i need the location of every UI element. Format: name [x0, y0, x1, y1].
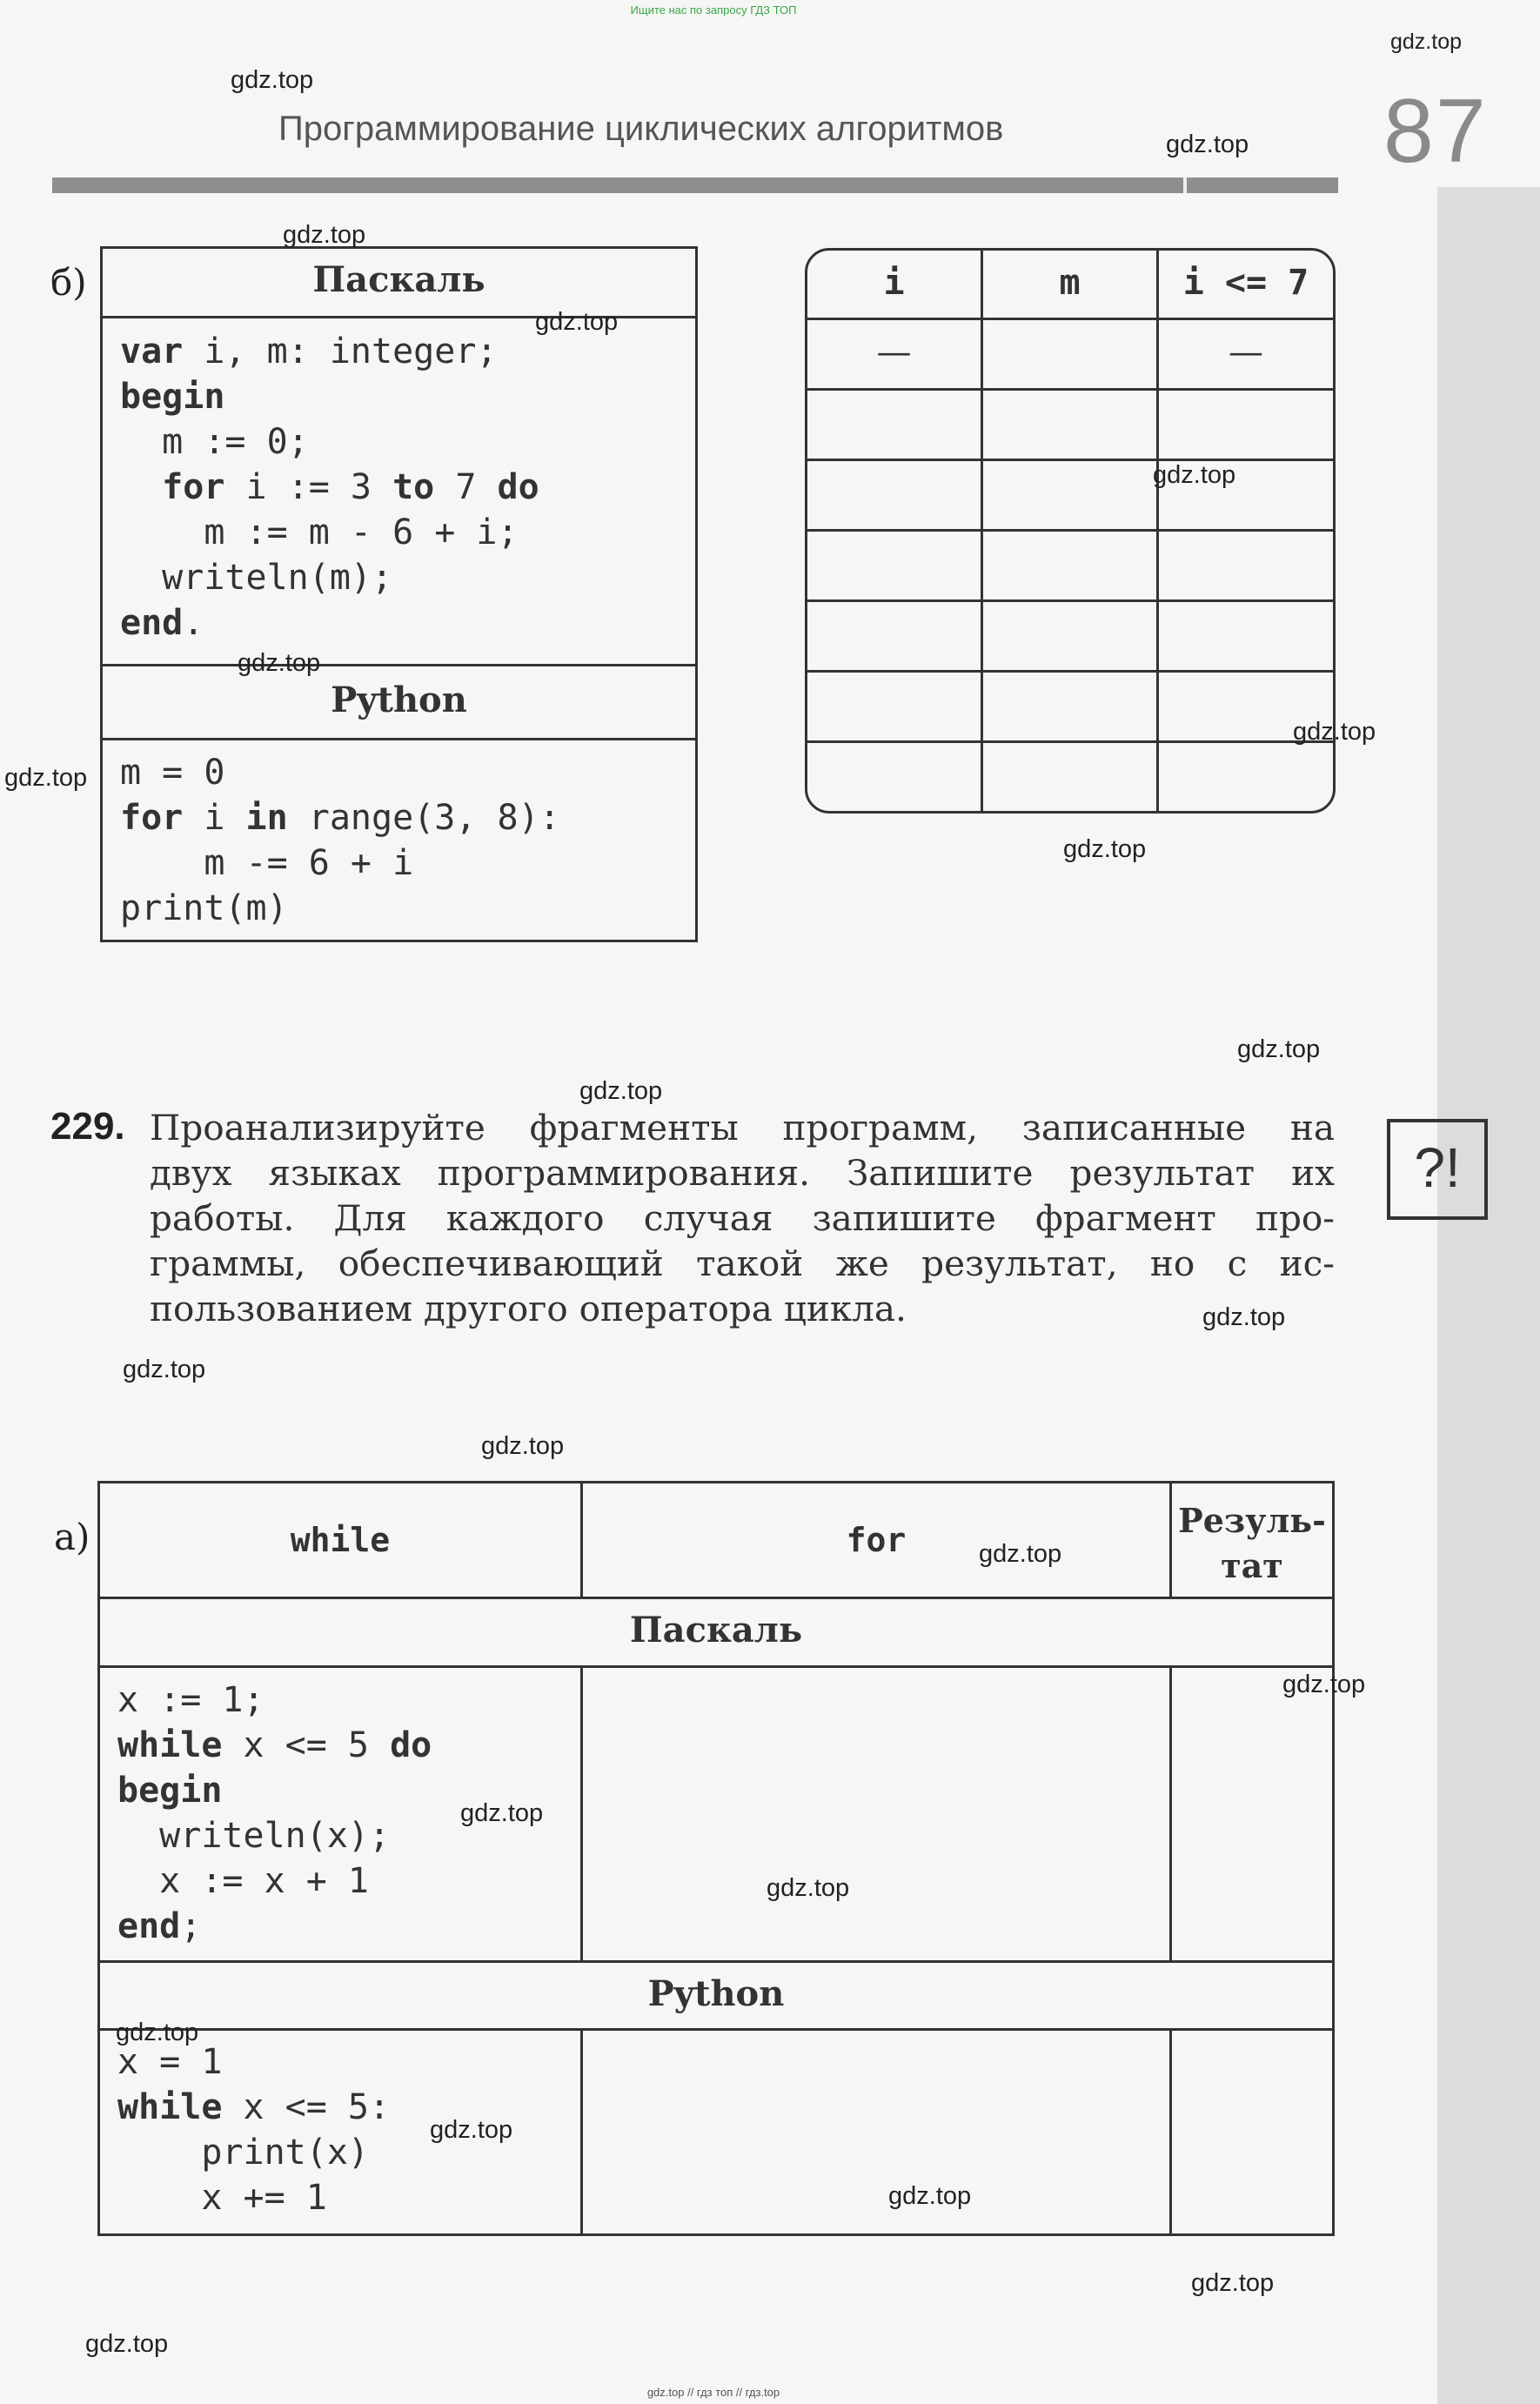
code-line	[117, 1677, 432, 1723]
code-line	[117, 1813, 432, 1858]
part-a-pascal-header: Паскаль	[629, 1610, 803, 1651]
code-keyword: do	[390, 1725, 432, 1765]
task-text-line: двух языках программирования. Запишите результат их	[150, 1152, 1335, 1194]
code-keyword: to	[392, 467, 435, 507]
code-line	[120, 795, 560, 840]
watermark: gdz.top	[231, 66, 314, 94]
row-divider	[97, 1960, 1335, 1963]
code-text: 7	[434, 467, 498, 507]
code-line	[120, 329, 539, 374]
code-text: print(x)	[117, 2133, 369, 2173]
code-text: x += 1	[117, 2178, 327, 2218]
watermark: gdz.top	[430, 2116, 513, 2144]
col-header-result-line2: тат	[1221, 1546, 1283, 1585]
page-number: 87	[1383, 81, 1488, 182]
code-text: i	[183, 798, 246, 838]
code-keyword: while	[117, 1725, 223, 1765]
watermark: gdz.top	[123, 1356, 206, 1383]
code-line	[120, 886, 560, 931]
code-line	[117, 1723, 432, 1768]
question-exclamation-icon: ?!	[1387, 1119, 1488, 1220]
code-text: range(3, 8):	[287, 798, 560, 838]
watermark: gdz.top	[1282, 1671, 1366, 1698]
watermark: gdz.top	[979, 1540, 1062, 1568]
watermark: gdz.top	[1063, 835, 1147, 863]
header-rule	[52, 177, 1338, 193]
watermark: gdz.top	[460, 1799, 544, 1827]
code-text: m := m - 6 + i;	[120, 512, 519, 552]
code-line	[120, 374, 539, 419]
trace-row-divider	[805, 318, 1336, 320]
code-text: .	[183, 603, 204, 643]
trace-header-i: i	[883, 263, 905, 303]
watermark: gdz.top	[1166, 131, 1249, 158]
code-line	[117, 1904, 432, 1949]
top-search-banner[interactable]: Ищите нас по запросу ГДЗ ТОП	[630, 3, 797, 17]
code-text	[120, 467, 162, 507]
col-header-while: while	[290, 1521, 391, 1559]
code-text: ;	[180, 1906, 202, 1946]
watermark: gdz.top	[1293, 718, 1376, 746]
watermark: gdz.top	[116, 2019, 199, 2046]
code-text: m -= 6 + i	[120, 843, 414, 883]
task-text	[150, 1105, 1335, 1331]
col-header-result	[1172, 1498, 1332, 1589]
trace-row-divider	[805, 599, 1336, 602]
code-line	[117, 1858, 432, 1904]
watermark: gdz.top	[1202, 1303, 1286, 1331]
watermark: gdz.top	[1390, 30, 1463, 54]
watermark: gdz.top	[481, 1432, 565, 1460]
answer-cell-result-pascal[interactable]	[1172, 1668, 1332, 1960]
watermark: gdz.top	[1237, 1035, 1321, 1063]
part-b-pascal-code	[120, 329, 539, 646]
answer-cell-for-python[interactable]	[583, 2031, 1169, 2233]
code-keyword: for	[162, 467, 225, 507]
answer-cell-for-pascal[interactable]	[583, 1668, 1169, 1960]
watermark: gdz.top	[283, 221, 366, 249]
row-divider	[97, 1597, 1335, 1599]
code-text: x := x + 1	[117, 1861, 369, 1901]
trace-row-divider	[805, 670, 1336, 673]
trace-cell-cond-1: —	[1229, 332, 1263, 372]
code-keyword: for	[120, 798, 184, 838]
code-line	[117, 1768, 432, 1813]
code-keyword: end	[120, 603, 184, 643]
code-text: i, m: integer;	[183, 331, 498, 372]
code-line	[120, 750, 560, 795]
watermark: gdz.top	[767, 1874, 850, 1902]
answer-cell-result-python[interactable]	[1172, 2031, 1332, 2233]
part-a-pascal-code	[117, 1677, 432, 1949]
part-b-python-header: Python	[331, 680, 467, 720]
code-line	[120, 840, 560, 886]
code-line	[120, 555, 539, 600]
code-line	[117, 2085, 390, 2130]
code-line	[117, 2175, 390, 2220]
task-text-line: Проанализируйте фрагменты программ, записанные на	[150, 1107, 1335, 1148]
trace-row-divider	[805, 740, 1336, 743]
footer-links[interactable]: gdz.top // гдз топ // гдз.top	[646, 2386, 780, 2399]
divider	[100, 664, 698, 666]
code-text: x := 1;	[117, 1680, 264, 1720]
watermark: gdz.top	[1153, 461, 1236, 489]
page-edge-strip	[1437, 187, 1540, 2404]
watermark: gdz.top	[888, 2182, 972, 2210]
code-text: print(m)	[120, 888, 288, 928]
task-text-line: пользованием другого оператора цикла.	[150, 1288, 907, 1329]
divider	[100, 738, 698, 740]
code-keyword: do	[497, 467, 539, 507]
watermark: gdz.top	[4, 764, 88, 792]
trace-row-divider	[805, 388, 1336, 391]
task-text-line: граммы, обеспечивающий такой же результат, но с ис-	[150, 1242, 1335, 1284]
code-line	[117, 2130, 390, 2175]
part-a-label: а)	[54, 1516, 90, 1558]
code-line	[120, 465, 539, 510]
watermark: gdz.top	[238, 649, 321, 677]
part-b-python-code	[120, 750, 560, 931]
part-b-label: б)	[50, 261, 87, 304]
code-keyword: in	[245, 798, 288, 838]
header-rule-gap	[1183, 177, 1187, 193]
trace-cell-i-1: —	[876, 332, 912, 372]
code-keyword: var	[120, 331, 184, 372]
watermark: gdz.top	[1191, 2269, 1275, 2297]
col-header-for: for	[846, 1521, 907, 1559]
chapter-title: Программирование циклических алгоритмов	[278, 110, 1004, 148]
code-line	[120, 600, 539, 646]
watermark: gdz.top	[535, 308, 619, 336]
code-text: writeln(m);	[120, 558, 393, 598]
code-text: m = 0	[120, 753, 225, 793]
code-text: writeln(x);	[117, 1816, 391, 1856]
trace-header-condition: i <= 7	[1182, 263, 1309, 303]
watermark: gdz.top	[85, 2330, 169, 2358]
code-line	[120, 510, 539, 555]
trace-row-divider	[805, 459, 1336, 461]
code-text: x <= 5	[222, 1725, 391, 1765]
code-text: x <= 5:	[222, 2087, 391, 2127]
task-text-line: работы. Для каждого случая запишите фрагмент про-	[150, 1197, 1335, 1239]
code-text: i := 3	[224, 467, 393, 507]
part-a-python-header: Python	[647, 1973, 785, 2014]
trace-header-m: m	[1059, 263, 1081, 303]
part-a-python-code	[117, 2039, 390, 2220]
code-keyword: begin	[120, 377, 225, 417]
task-number: 229.	[50, 1105, 125, 1148]
watermark: gdz.top	[579, 1077, 663, 1105]
code-keyword: end	[117, 1906, 181, 1946]
trace-row-divider	[805, 529, 1336, 532]
col-header-result-line1: Резуль-	[1178, 1501, 1326, 1540]
code-text: m := 0;	[120, 422, 309, 462]
part-b-pascal-header: Паскаль	[312, 259, 485, 300]
code-text: x = 1	[117, 2042, 223, 2082]
code-keyword: while	[117, 2087, 223, 2127]
code-line	[120, 419, 539, 465]
code-keyword: begin	[117, 1771, 223, 1811]
